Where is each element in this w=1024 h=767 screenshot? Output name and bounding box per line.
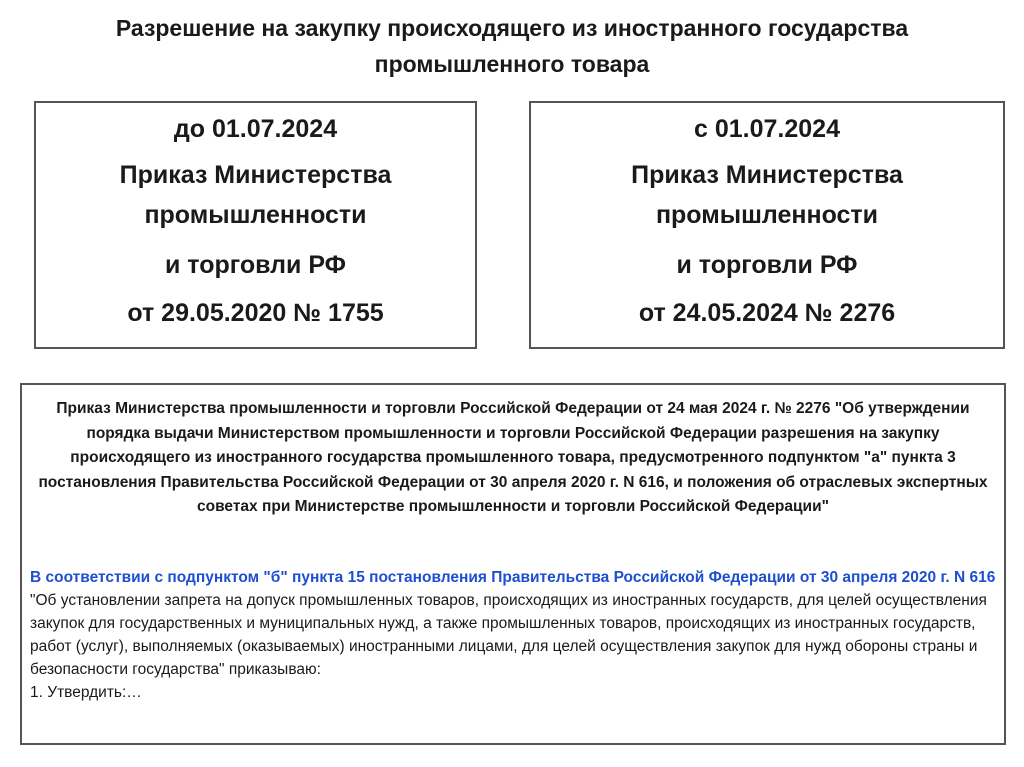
order-after-line-3: промышленности xyxy=(655,201,879,229)
slide-title xyxy=(20,10,1004,82)
order-details-last-line: 1. Утвердить:… xyxy=(30,684,142,701)
order-details-heading: Приказ Министерства промышленности и торговли Российской Федерации от 24 мая 2024 г. № 2276 "Об утверждении порядка выдачи Министерством промышленности и торговли Российской Федерации разрешения на закупку происходящего из иностранного государства промышленного товара, предусмотренного подпунктом "а" пункта 3 постановления Правительства Российской Федерации от 30 апреля 2020 г. N 616, и положения об отраслевых экспертных советах при Министерстве промышленности и торговли Российской Федерации" xyxy=(38,400,988,515)
order-box-before xyxy=(34,101,477,349)
order-before-line-4: и торговли РФ xyxy=(164,251,347,279)
order-after-line-4: и торговли РФ xyxy=(676,251,858,279)
order-before-line-3: промышленности xyxy=(144,201,367,229)
order-before-number: от 29.05.2020 № 1755 xyxy=(127,299,384,327)
order-before-date: до 01.07.2024 xyxy=(173,115,338,143)
order-box-after xyxy=(529,101,1005,349)
order-details-body xyxy=(30,566,996,704)
order-details-highlight: В соответствии с подпунктом "б" пункта 15 постановления Правительства Российской Федерации от 30 апреля 2020 г. N 616 xyxy=(30,569,996,586)
order-after-date: с 01.07.2024 xyxy=(694,115,840,143)
order-details-text: "Об установлении запрета на допуск промышленных товаров, происходящих из иностранных государств, для целей осуществления закупок для государственных и муниципальных нужд, а также промышленных товаров, происходящих из иностранных государств, работ (услуг), выполняемых (оказываемых) иностранными лицами, для целей осуществления закупок для нужд обороны страны и безопасности государства" приказываю: xyxy=(30,592,987,678)
order-after-line-2: Приказ Министерства xyxy=(631,161,903,189)
order-before-line-2: Приказ Министерства xyxy=(119,161,392,189)
slide-title-line-2: промышленного товара xyxy=(374,51,650,77)
slide-title-line-1: Разрешение на закупку происходящего из иностранного государства xyxy=(115,15,909,41)
order-after-number: от 24.05.2024 № 2276 xyxy=(638,299,896,327)
order-details-box xyxy=(20,383,1006,745)
